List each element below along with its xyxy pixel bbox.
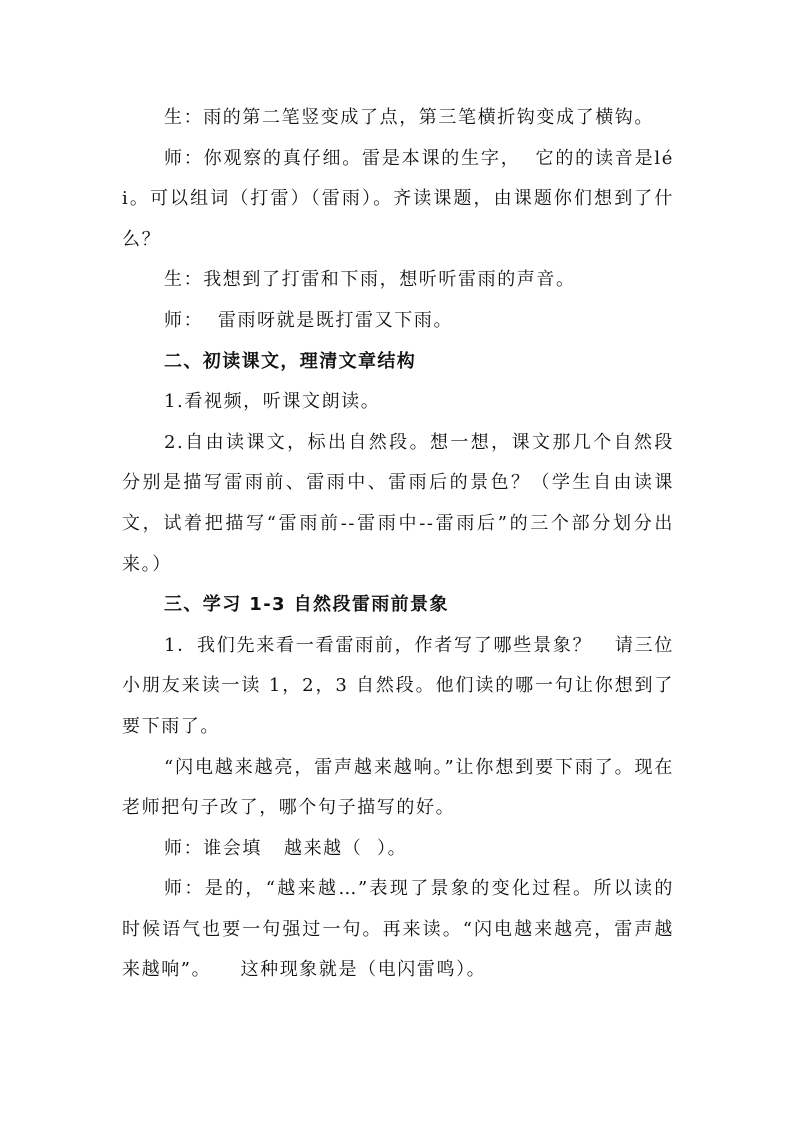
paragraph-6: 2.自由读课文，标出自然段。想一想，课文那几个自然段分别是描写雷雨前、雷雨中、雷雨后的景色？（学生自由读课文，试着把描写“雷雨前--雷雨中--雷雨后”的三个部分划分出来。）: [122, 431, 674, 575]
paragraph-1: 生：雨的第二笔竖变成了点，第三笔横折钩变成了横钩。: [164, 107, 654, 128]
paragraph-4: 师： 雷雨呀就是既打雷又下雨。: [164, 309, 454, 331]
paragraph-5: 1.看视频，听课文朗读。: [164, 391, 381, 413]
paragraph-2: 师：你观察的真仔细。雷是本课的生字， 它的的读音是lé i。可以组词（打雷）（雷雨）。齐读课题，由课题你们想到了什么？: [122, 147, 682, 250]
section-heading-3: 三、学习 1-3 自然段雷雨前景象: [164, 594, 449, 616]
paragraph-3: 生：我想到了打雷和下雨，想听听雷雨的声音。: [164, 269, 576, 291]
section-heading-2: 二、初读课文，理清文章结构: [164, 350, 417, 372]
paragraph-7: 1．我们先来看一看雷雨前，作者写了哪些景象？ 请三位小朋友来读一读 1，2，3 自然段。他们读的哪一句让你想到了要下雨了。: [122, 634, 674, 737]
paragraph-10: 师：是的，“越来越…”表现了景象的变化过程。所以读的时候语气也要一句强过一句。再来读。“闪电越来越亮，雷声越来越响”。 这种现象就是（电闪雷鸣）。: [122, 878, 674, 981]
paragraph-9: 师：谁会填 越来越（ ）。: [164, 837, 408, 859]
paragraph-8: “闪电越来越亮，雷声越来越响。”让你想到要下雨了。现在老师把句子改了，哪个句子描写的好。: [122, 756, 674, 819]
